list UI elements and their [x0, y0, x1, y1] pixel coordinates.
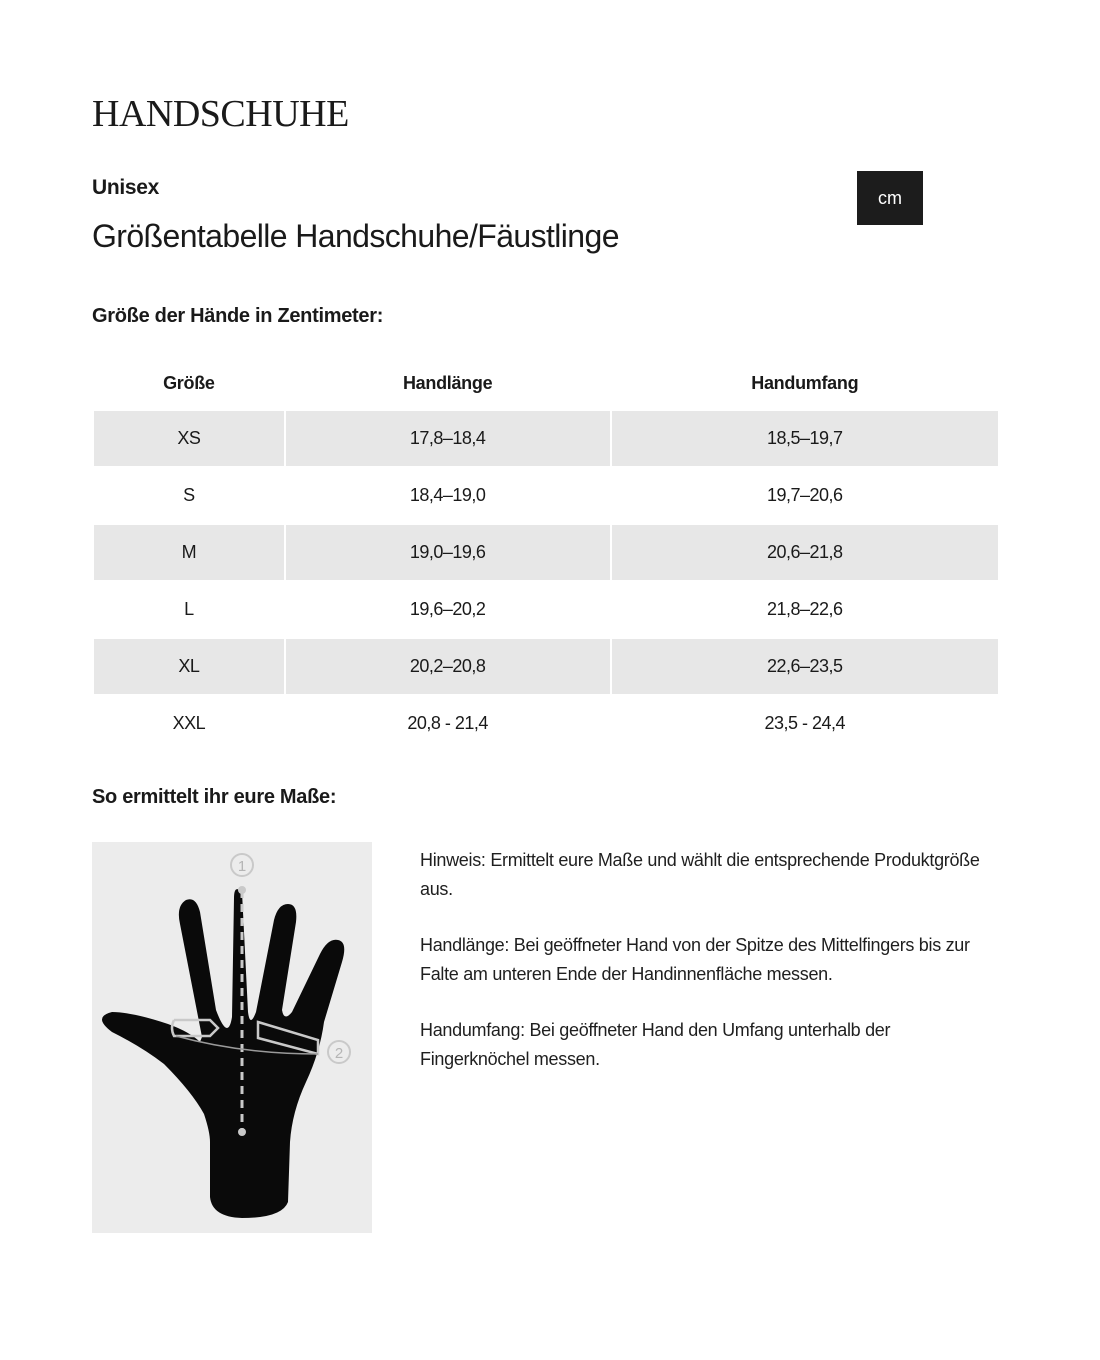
hand-circumference-cell: 21,8–22,6 [612, 581, 998, 638]
size-cell: L [94, 581, 284, 638]
unit-toggle-button[interactable]: cm [857, 171, 923, 225]
size-cell: S [94, 467, 284, 524]
table-section-heading: Größe der Hände in Zentimeter: [92, 305, 384, 327]
note-hand-circumference: Handumfang: Bei geöffneter Hand den Umfang unterhalb der Fingerknöchel messen. [420, 1020, 891, 1069]
hand-length-cell: 20,2–20,8 [286, 638, 610, 695]
column-header-size: Größe [163, 372, 215, 393]
table-row [94, 410, 998, 467]
marker-1: 1 [237, 858, 247, 875]
table-row [94, 695, 998, 752]
hand-length-cell: 17,8–18,4 [286, 410, 610, 467]
hand-length-cell: 19,6–20,2 [286, 581, 610, 638]
size-cell: XL [94, 638, 284, 695]
hand-icon [92, 842, 372, 1233]
table-row [94, 524, 998, 581]
size-cell: XXL [94, 695, 284, 752]
hand-circumference-cell: 20,6–21,8 [612, 524, 998, 581]
table-row [94, 581, 998, 638]
column-header-hand-length: Handlänge [402, 372, 493, 393]
column-header-hand-circumference: Handumfang [751, 372, 859, 393]
table-row [94, 467, 998, 524]
hand-measurement-illustration [92, 842, 372, 1233]
size-cell: XS [94, 410, 284, 467]
table-header-row [94, 356, 998, 410]
measure-section [92, 842, 1000, 1233]
hand-circumference-cell: 22,6–23,5 [612, 638, 998, 695]
hand-length-cell: 19,0–19,6 [286, 524, 610, 581]
measurement-instructions [420, 842, 1000, 1233]
note-hand-length: Handlänge: Bei geöffneter Hand von der Spitze des Mittelfingers bis zur Falte am unteren Ende der Handinnenfläche messen. [420, 935, 970, 984]
size-cell: M [94, 524, 284, 581]
table-row [94, 638, 998, 695]
hand-length-cell: 18,4–19,0 [286, 467, 610, 524]
marker-2: 2 [334, 1045, 344, 1062]
gender-label: Unisex [92, 176, 160, 199]
hand-circumference-cell: 18,5–19,7 [612, 410, 998, 467]
hand-circumference-cell: 23,5 - 24,4 [612, 695, 998, 752]
hand-length-cell: 20,8 - 21,4 [286, 695, 610, 752]
measure-section-heading: So ermittelt ihr eure Maße: [92, 786, 337, 808]
brand-title: HANDSCHUHE [92, 93, 349, 135]
hand-circumference-cell: 19,7–20,6 [612, 467, 998, 524]
page-title: Größentabelle Handschuhe/Fäustlinge [92, 218, 619, 254]
size-table [92, 356, 1000, 752]
note-hint: Hinweis: Ermittelt eure Maße und wählt die entsprechende Produktgröße aus. [420, 850, 980, 899]
